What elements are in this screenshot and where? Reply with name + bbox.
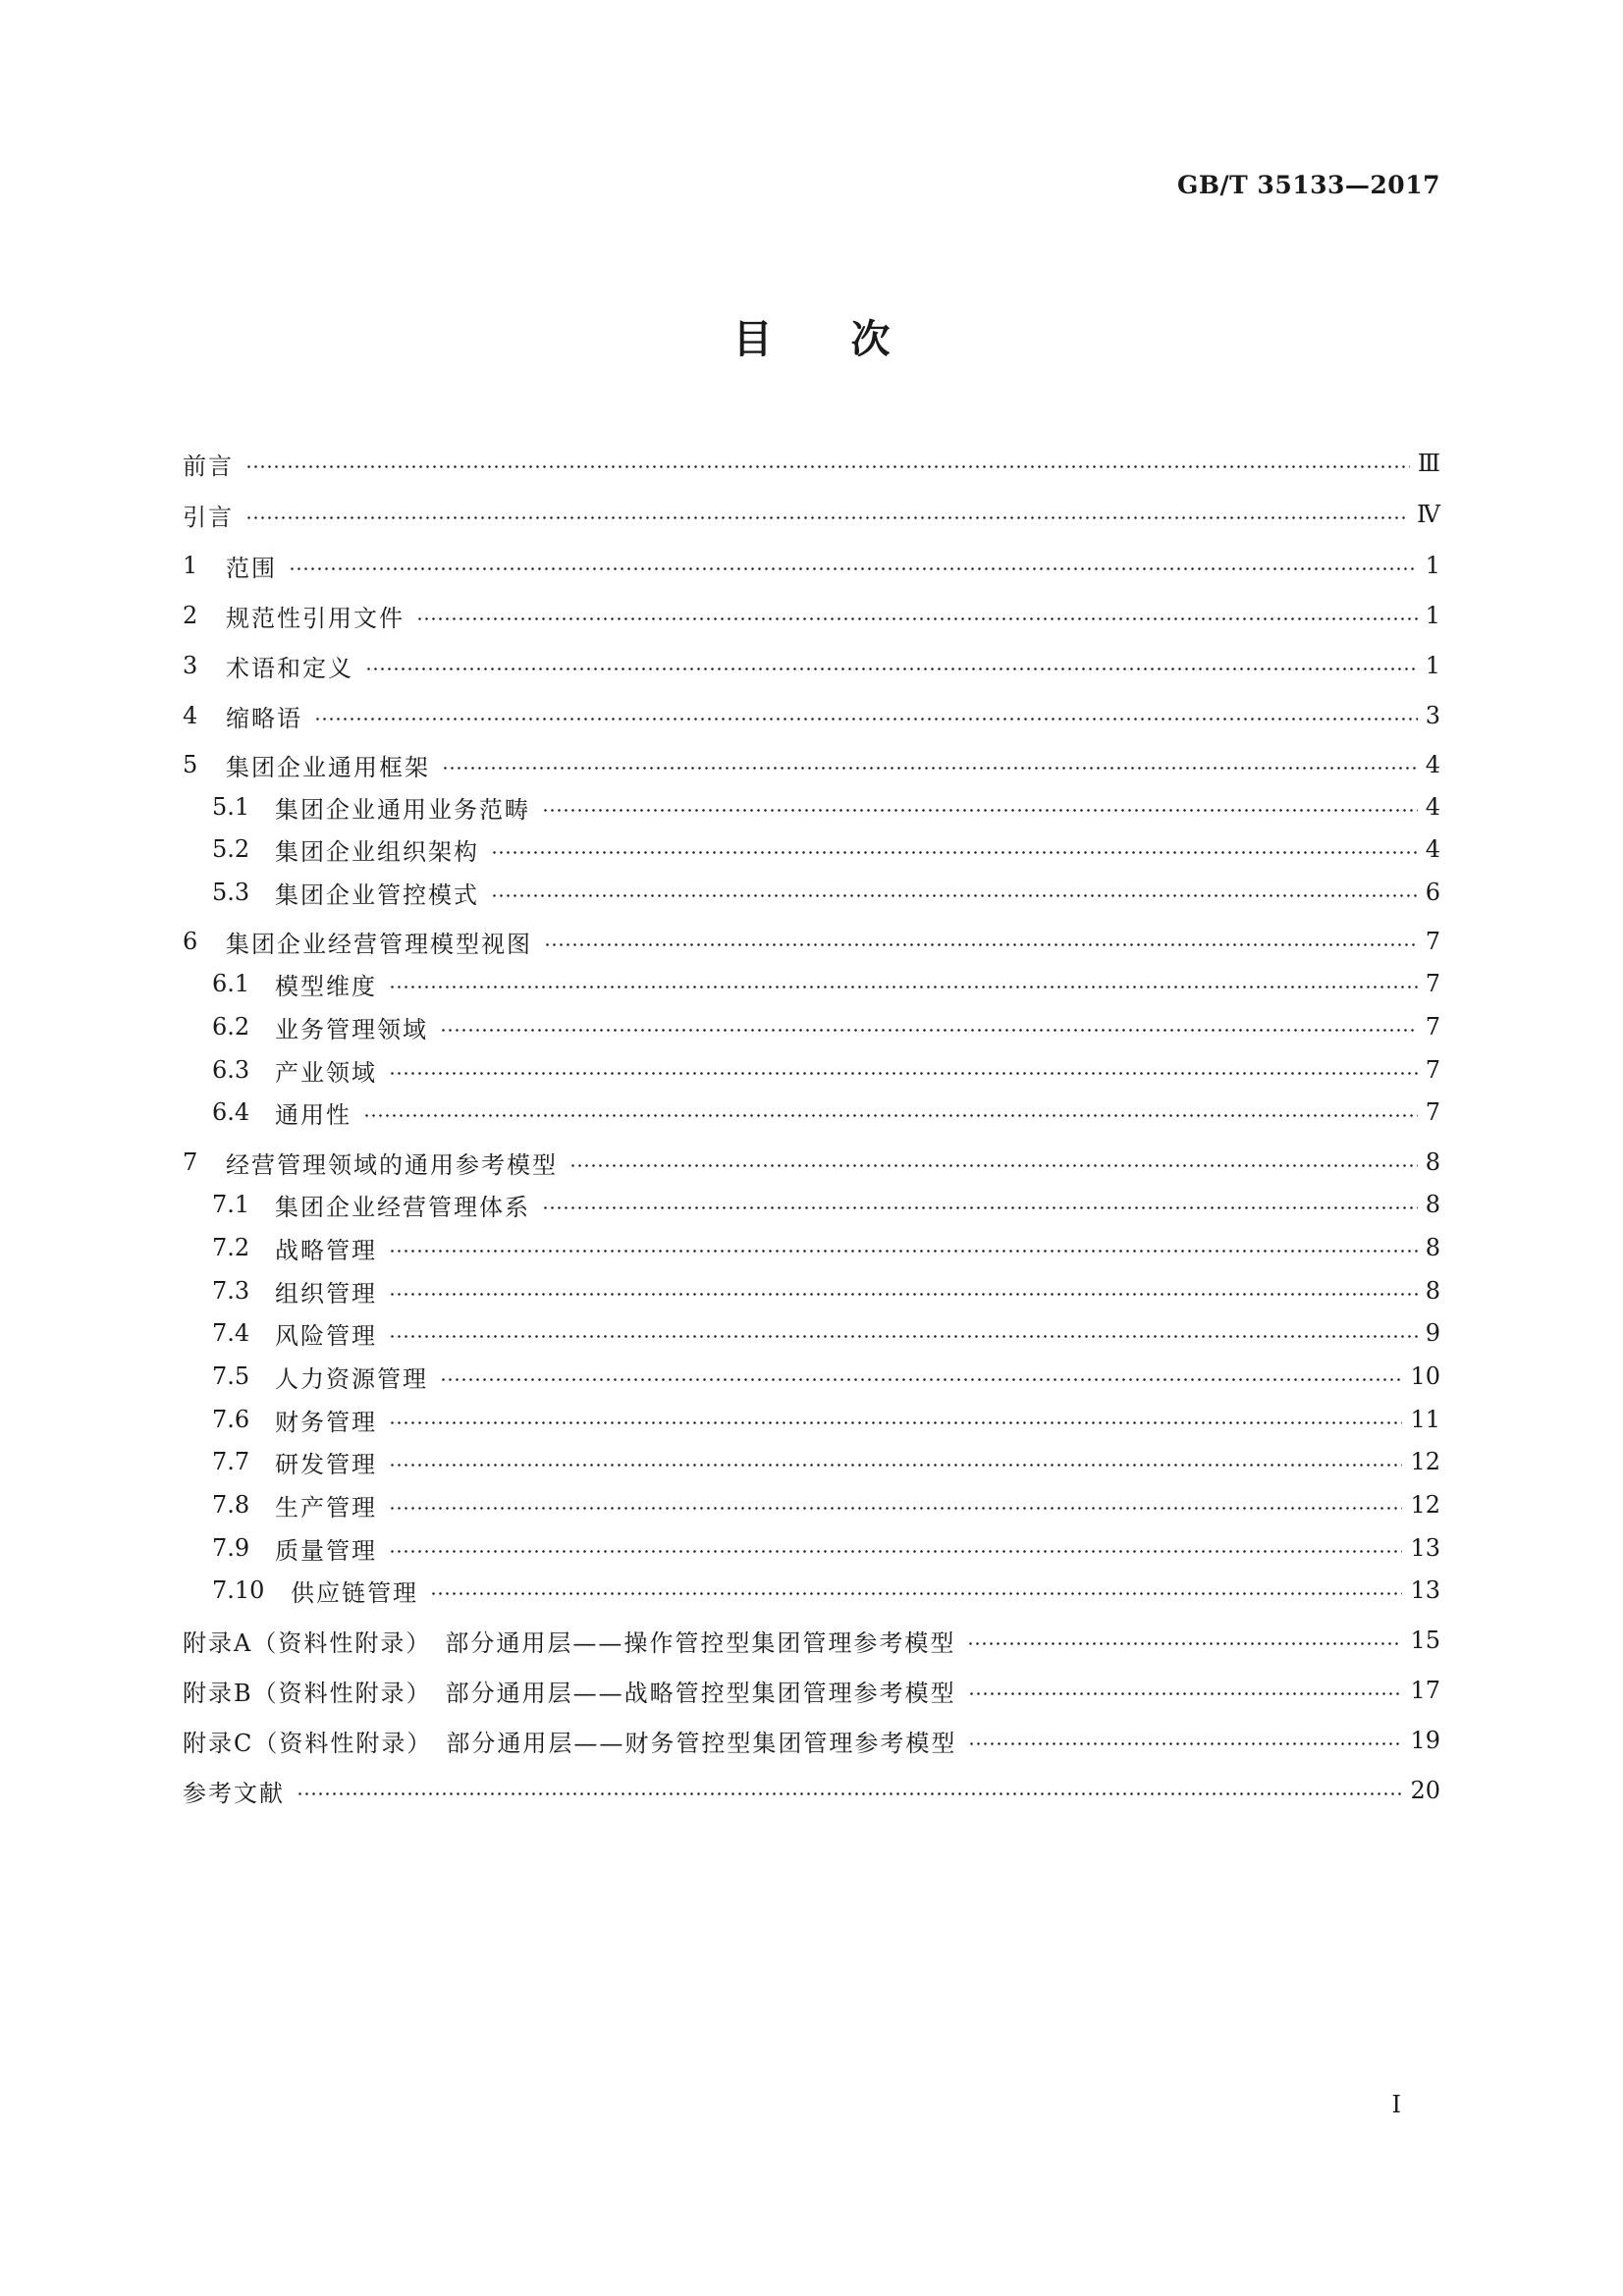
toc-entry-5[interactable] (183, 745, 1440, 784)
toc-entry-7-8[interactable] (212, 1485, 1440, 1524)
page-number: Ⅰ (1391, 2091, 1401, 2118)
toc-entry-number: 7.1 (212, 1191, 250, 1218)
toc-entry-label: 供应链管理 (291, 1578, 418, 1607)
toc-entry-page: 4 (1425, 793, 1440, 821)
toc-entry-label: 人力资源管理 (275, 1364, 428, 1393)
toc-entry-5-1[interactable] (212, 787, 1440, 827)
toc-entry-label: 质量管理 (275, 1536, 377, 1565)
dot-leader (245, 465, 1410, 468)
toc-entry-page: 4 (1425, 835, 1440, 863)
toc-entry-label: 研发管理 (275, 1450, 377, 1478)
dot-leader (416, 617, 1418, 620)
toc-entry-3[interactable] (183, 646, 1440, 685)
toc-entry-label: 集团企业经营管理模型视图 (226, 930, 532, 958)
toc-entry-number: 6 (183, 928, 198, 955)
toc-entry-label: 集团企业组织架构 (275, 837, 479, 866)
dot-leader (544, 943, 1418, 946)
toc-entry-7-4[interactable] (212, 1313, 1440, 1353)
toc-entry-number: 7.9 (212, 1534, 250, 1562)
toc-entry-7-7[interactable] (212, 1442, 1440, 1481)
toc-entry-7-5[interactable] (212, 1357, 1440, 1396)
toc-entry-page: 13 (1410, 1534, 1440, 1562)
dot-leader (389, 1464, 1402, 1467)
toc-entry-label: 集团企业通用框架 (226, 753, 430, 781)
toc-entry-page: 19 (1410, 1727, 1440, 1754)
toc-entry-number: 1 (183, 552, 198, 579)
toc-entry-references[interactable] (183, 1771, 1440, 1810)
toc-entry-5-2[interactable] (212, 829, 1440, 869)
toc-entry-6-1[interactable] (212, 964, 1440, 1003)
toc-entry-page: 7 (1425, 1056, 1440, 1084)
toc-entry-page: 4 (1425, 751, 1440, 778)
toc-entry-label: 业务管理领域 (275, 1015, 428, 1043)
toc-entry-6[interactable] (183, 922, 1440, 961)
toc-entry-label: 引言 (183, 503, 234, 531)
dot-leader (389, 1507, 1402, 1510)
dot-leader (968, 1692, 1403, 1695)
dot-leader (967, 1642, 1402, 1645)
toc-entry-preface[interactable] (183, 444, 1440, 483)
dot-leader (389, 1293, 1418, 1296)
dot-leader (389, 986, 1418, 988)
toc-entry-7-9[interactable] (212, 1528, 1440, 1568)
dot-leader (542, 809, 1418, 812)
toc-entry-label: 战略管理 (275, 1236, 377, 1264)
toc-entry-number: 5.2 (212, 835, 250, 863)
toc-entry-page: 8 (1425, 1191, 1440, 1218)
toc-entry-number: 5.1 (212, 793, 250, 821)
toc-entry-number: 7.4 (212, 1319, 250, 1347)
dot-leader (542, 1206, 1418, 1209)
toc-entry-number: 7.6 (212, 1406, 250, 1433)
toc-entry-number: 5.3 (212, 879, 250, 906)
toc-entry-6-3[interactable] (212, 1050, 1440, 1090)
toc-entry-label: 产业领域 (275, 1058, 377, 1087)
toc-entry-page: 8 (1425, 1277, 1440, 1305)
dot-leader (389, 1072, 1418, 1075)
toc-entry-page: 1 (1425, 552, 1440, 579)
toc-entry-label: 参考文献 (183, 1779, 285, 1807)
toc-entry-1[interactable] (183, 546, 1440, 585)
toc-entry-number: 2 (183, 602, 198, 629)
toc-entry-7-1[interactable] (212, 1185, 1440, 1224)
toc-entry-7-2[interactable] (212, 1228, 1440, 1267)
toc-entry-page: 8 (1425, 1148, 1440, 1176)
toc-entry-label: 集团企业通用业务范畴 (275, 795, 530, 824)
toc-entry-page: 11 (1410, 1406, 1440, 1433)
toc-entry-page: 10 (1410, 1362, 1440, 1390)
toc-entry-introduction[interactable] (183, 495, 1440, 534)
dot-leader (245, 516, 1409, 519)
toc-entry-page: 7 (1425, 1013, 1440, 1041)
toc-entry-label: 附录C（资料性附录） 部分通用层——财务管控型集团管理参考模型 (183, 1729, 957, 1757)
dot-leader (389, 1250, 1418, 1253)
toc-entry-label: 术语和定义 (226, 654, 353, 682)
toc-entry-appendix-c[interactable] (183, 1721, 1440, 1760)
toc-entry-page: 15 (1410, 1627, 1440, 1654)
toc-entry-7[interactable] (183, 1143, 1440, 1182)
toc-entry-2[interactable] (183, 596, 1440, 635)
dot-leader (289, 567, 1418, 570)
toc-entry-page: 7 (1425, 928, 1440, 955)
toc-entry-page: 8 (1425, 1234, 1440, 1261)
toc-entry-label: 生产管理 (275, 1493, 377, 1522)
dot-leader (365, 667, 1418, 670)
toc-entry-number: 6.3 (212, 1056, 250, 1084)
toc-entry-label: 财务管理 (275, 1408, 377, 1436)
toc-entry-6-2[interactable] (212, 1007, 1440, 1046)
toc-entry-page: 6 (1425, 879, 1440, 906)
dot-leader (442, 767, 1418, 770)
toc-entry-page: 12 (1410, 1491, 1440, 1519)
dot-leader (491, 851, 1418, 854)
toc-entry-label: 模型维度 (275, 972, 377, 1000)
toc-entry-number: 4 (183, 702, 198, 729)
toc-entry-number: 3 (183, 652, 198, 679)
toc-entry-number: 7 (183, 1148, 198, 1176)
toc-entry-6-4[interactable] (212, 1093, 1440, 1132)
toc-entry-label: 缩略语 (226, 704, 302, 732)
dot-leader (440, 1378, 1402, 1381)
toc-entry-page: Ⅳ (1417, 501, 1440, 528)
toc-entry-number: 7.3 (212, 1277, 250, 1305)
toc-entry-number: 7.8 (212, 1491, 250, 1519)
toc-entry-number: 7.5 (212, 1362, 250, 1390)
toc-entry-page: 7 (1425, 1098, 1440, 1126)
dot-leader (389, 1550, 1402, 1553)
standard-number: GB/T 35133—2017 (1177, 171, 1440, 199)
dot-leader (968, 1742, 1402, 1745)
toc-entry-label: 集团企业管控模式 (275, 881, 479, 909)
toc-entry-label: 范围 (226, 554, 277, 582)
page-title: 目 次 (732, 317, 891, 362)
dot-leader (430, 1592, 1402, 1595)
toc-entry-page: Ⅲ (1417, 450, 1440, 477)
dot-leader (491, 894, 1418, 897)
toc-entry-7-3[interactable] (212, 1271, 1440, 1310)
dot-leader (297, 1792, 1402, 1795)
toc-entry-number: 6.1 (212, 970, 250, 997)
toc-entry-number: 7.7 (212, 1448, 250, 1475)
toc-entry-4[interactable] (183, 696, 1440, 735)
toc-entry-label: 经营管理领域的通用参考模型 (226, 1150, 558, 1179)
toc-entry-7-6[interactable] (212, 1400, 1440, 1439)
dot-leader (389, 1335, 1418, 1338)
toc-entry-label: 风险管理 (275, 1321, 377, 1350)
toc-entry-page: 17 (1410, 1677, 1440, 1704)
toc-entry-page: 3 (1425, 702, 1440, 729)
toc-entry-5-3[interactable] (212, 873, 1440, 912)
dot-leader (569, 1164, 1418, 1167)
toc-entry-number: 5 (183, 751, 198, 778)
toc-entry-label: 附录B（资料性附录） 部分通用层——战略管控型集团管理参考模型 (183, 1679, 956, 1707)
toc-entry-number: 6.2 (212, 1013, 250, 1041)
toc-entry-label: 附录A（资料性附录） 部分通用层——操作管控型集团管理参考模型 (183, 1629, 956, 1657)
toc-entry-page: 20 (1410, 1777, 1440, 1804)
dot-leader (440, 1029, 1418, 1032)
toc-entry-label: 集团企业经营管理体系 (275, 1193, 530, 1221)
toc-entry-number: 7.10 (212, 1576, 265, 1604)
toc-entry-page: 1 (1425, 602, 1440, 629)
dot-leader (314, 718, 1418, 721)
toc-entry-7-10[interactable] (212, 1571, 1440, 1610)
toc-entry-label: 前言 (183, 452, 234, 480)
toc-entry-page: 1 (1425, 652, 1440, 679)
toc-entry-page: 7 (1425, 970, 1440, 997)
toc-entry-label: 通用性 (275, 1100, 352, 1129)
toc-entry-page: 9 (1425, 1319, 1440, 1347)
toc-entry-appendix-b[interactable] (183, 1671, 1440, 1710)
toc-entry-label: 规范性引用文件 (226, 604, 405, 632)
toc-entry-page: 12 (1410, 1448, 1440, 1475)
toc-entry-appendix-a[interactable] (183, 1621, 1440, 1660)
toc-entry-number: 7.2 (212, 1234, 250, 1261)
dot-leader (389, 1421, 1402, 1424)
toc-entry-label: 组织管理 (275, 1279, 377, 1308)
toc-entry-page: 13 (1410, 1576, 1440, 1604)
toc-entry-number: 6.4 (212, 1098, 250, 1126)
dot-leader (363, 1114, 1418, 1117)
